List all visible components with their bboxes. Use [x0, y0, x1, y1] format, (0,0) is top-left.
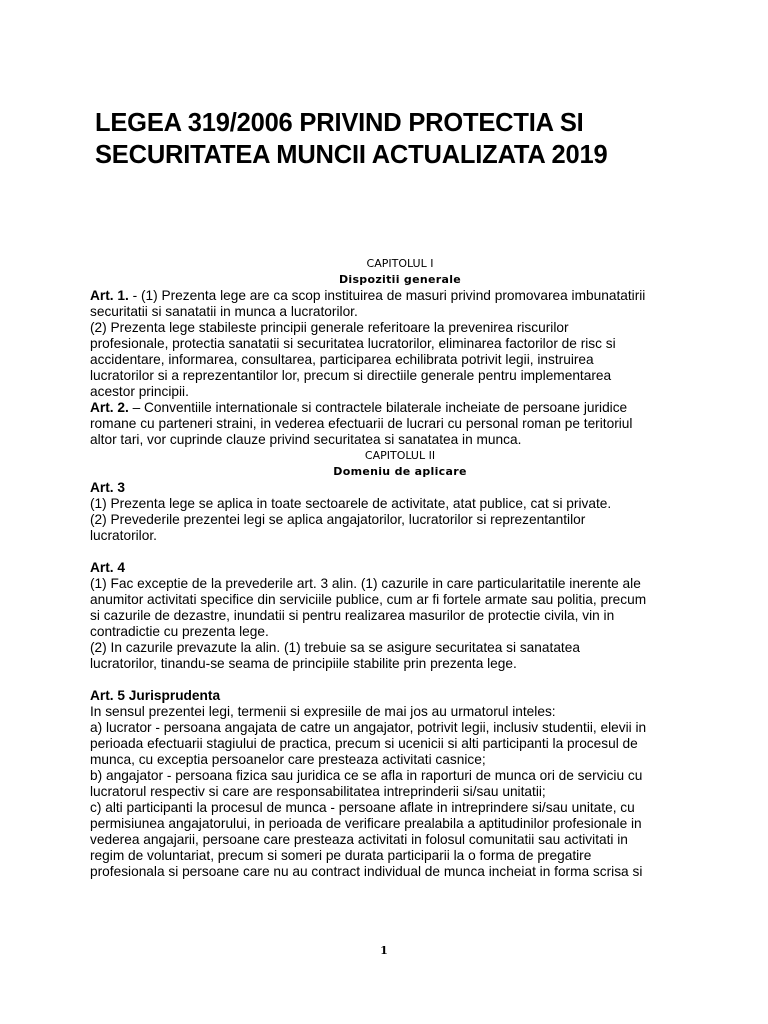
art-5-line: a) lucrator - persoana angajata de catre un angajator, potrivit legii, inclusiv studentii, elevii in — [90, 720, 647, 735]
art-5-line: b) angajator - persoana fizica sau juridica ce se afla in raporturi de munca ori de serviciu cu — [90, 768, 643, 783]
art-2-line: romane cu parteneri straini, in vederea efectuarii de lucrari cu personal roman pe teritoriul — [90, 416, 633, 431]
art-1-label: Art. 1. — [90, 288, 129, 303]
art-2-text: – Conventiile internationale si contractele bilaterale incheiate de persoane juridice — [128, 400, 628, 415]
art-3-line: (2) Prevederile prezentei legi se aplica angajatorilor, lucratorilor si reprezentantilor — [90, 512, 586, 527]
art-1-line: securitatii si sanatatii in munca a lucratorilor. — [90, 304, 358, 319]
art-1-text: - (1) Prezenta lege are ca scop instituirea de masuri privind promovarea imbunatatirii — [128, 288, 646, 303]
title-line-1: LEGEA 319/2006 PRIVIND PROTECTIA SI — [95, 109, 584, 137]
art-5-line: munca, cu exceptia persoanelor care presteaza activitati casnice; — [90, 752, 486, 767]
art-5-line: vederea angajarii, persoane care presteaza activitati in folosul comunitatii sau activitati in — [90, 832, 628, 847]
art-4-line: (1) Fac exceptie de la prevederile art. 3 alin. (1) cazurile in care particularitatile inerente ale — [90, 576, 641, 591]
art-1-line: acestor principii. — [90, 384, 189, 399]
art-5-line: profesionala si persoane care nu au contract individual de munca incheiat in forma scrisa si — [90, 864, 643, 879]
art-4-line: lucratorilor, tinandu-se seama de principiile stabilite prin prezenta lege. — [90, 656, 517, 671]
chapter-1-heading: Dispozitii generale — [338, 273, 462, 286]
chapter-2-heading: Domeniu de aplicare — [333, 465, 467, 478]
art-5-line: regim de voluntariat, precum si someri pe durata participarii la o forma de pregatire — [90, 848, 592, 863]
art-3-line: lucratorilor. — [90, 528, 157, 543]
art-5-line: In sensul prezentei legi, termenii si expresiile de mai jos au urmatorul inteles: — [90, 704, 556, 719]
paragraph-gap — [90, 672, 710, 688]
title-line-2: SECURITATEA MUNCII ACTUALIZATA 2019 — [95, 141, 608, 169]
art-4-line: si cazurile de dezastre, inundatii si pentru realizarea masurilor de protectie civila, vin in — [90, 608, 615, 623]
art-4-line: contradictie cu prezenta lege. — [90, 624, 269, 639]
art-1-line: lucratorilor si a reprezentantilor lor, precum si directiile generale pentru implementarea — [90, 368, 612, 383]
art-1-line: accidentare, informarea, consultarea, participarea echilibrata potrivit legii, instruirea — [90, 352, 594, 367]
document-title — [95, 107, 735, 171]
chapter-1-label: CAPITOLUL I — [366, 257, 434, 270]
art-2-line — [90, 400, 710, 416]
chapter-2-label: CAPITOLUL II — [364, 449, 436, 462]
art-3-label: Art. 3 — [90, 480, 125, 495]
art-5-line: c) alti participanti la procesul de munca - persoane aflate in intreprindere si/sau unitate, cu — [90, 800, 635, 815]
art-1-line: profesionale, protectia sanatatii si securitatea lucratorilor, eliminarea factorilor de risc si — [90, 336, 616, 351]
art-5-label: Art. 5 Jurisprudenta — [90, 688, 221, 703]
art-3-line: (1) Prezenta lege se aplica in toate sectoarele de activitate, atat publice, cat si private. — [90, 496, 612, 511]
art-1-line — [90, 288, 710, 304]
art-4-line: (2) In cazurile prevazute la alin. (1) trebuie sa se asigure securitatea si sanatatea — [90, 640, 580, 655]
art-5-line: perioada efectuarii stagiului de practica, precum si ucenicii si alti participanti la procesul de — [90, 736, 638, 751]
art-1-line: (2) Prezenta lege stabileste principii generale referitoare la prevenirea riscurilor — [90, 320, 569, 335]
art-5-line: permisiunea angajatorului, in perioada de verificare prealabila a aptitudinilor profesionale in — [90, 816, 642, 831]
document-body — [90, 256, 710, 880]
art-2-line: altor tari, vor cuprinde clauze privind securitatea si sanatatea in munca. — [90, 432, 522, 447]
art-5-line: lucratorul respectiv si care are responsabilitatea intreprinderii si/sau unitatii; — [90, 784, 546, 799]
art-4-line: anumitor activitati specifice din serviciile publice, cum ar fi fortele armate sau politia, precum — [90, 592, 647, 607]
art-4-label: Art. 4 — [90, 560, 125, 575]
page-number: 1 — [380, 944, 388, 957]
art-2-label: Art. 2. — [90, 400, 129, 415]
paragraph-gap — [90, 544, 710, 560]
